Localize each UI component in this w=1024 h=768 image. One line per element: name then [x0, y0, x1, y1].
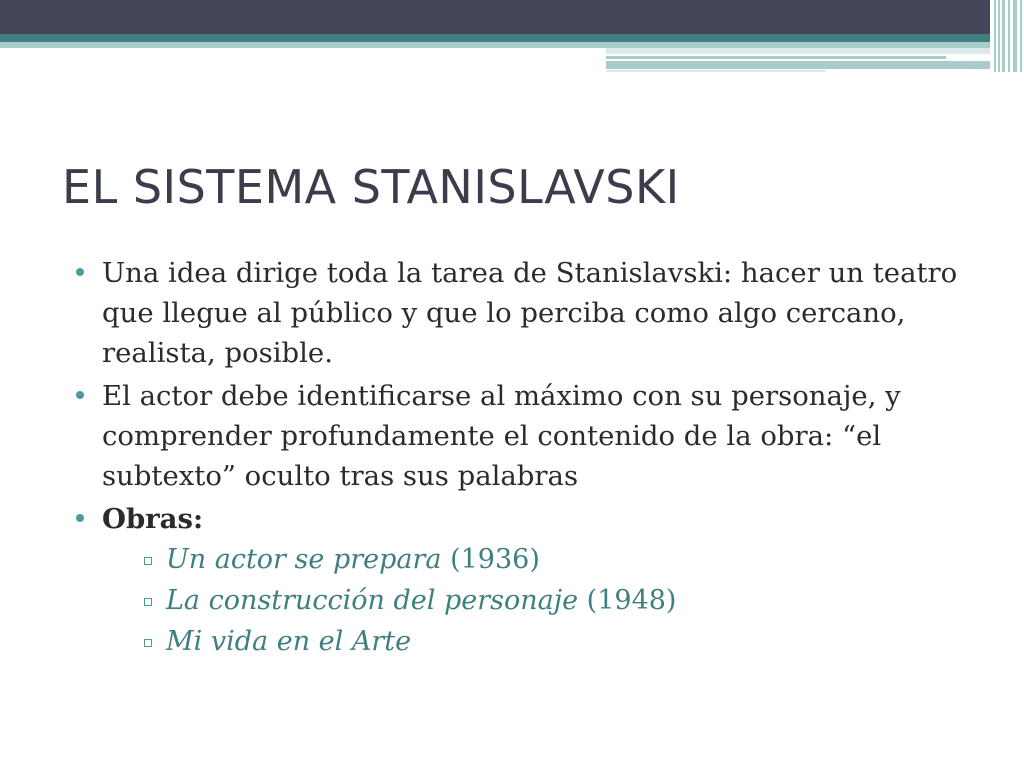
bullet-item	[70, 376, 970, 496]
works-list	[102, 539, 970, 662]
slide-title: EL SISTEMA STANISLAVSKI	[62, 160, 680, 214]
bullet-dot-icon	[76, 514, 84, 522]
work-item	[102, 621, 970, 662]
work-title: Un actor se prepara	[166, 544, 442, 575]
bullet-item	[70, 499, 970, 662]
square-bullet-icon	[144, 557, 152, 565]
work-item	[102, 580, 970, 621]
header-band-dark	[0, 0, 990, 34]
square-bullet-icon	[144, 598, 152, 606]
work-year: (1936)	[441, 544, 540, 575]
bullet-list	[70, 253, 970, 662]
work-title: La construcción del personaje	[166, 585, 579, 616]
work-title: Mi vida en el Arte	[166, 626, 412, 657]
work-year: (1948)	[578, 585, 677, 616]
bullet-dot-icon	[76, 391, 84, 399]
header-strip	[606, 56, 946, 59]
bullet-text: El actor debe identificarse al máximo con su personaje, y comprender profundamente el contenido de la obra: “el subtexto” oculto tras sus palabras	[102, 380, 901, 492]
slide-body	[70, 253, 970, 665]
header-strip	[606, 70, 826, 72]
header-band-teal	[0, 34, 990, 42]
bullet-item	[70, 253, 970, 373]
header-vertical-lines	[992, 0, 1024, 72]
square-bullet-icon	[144, 639, 152, 647]
bullet-text: Una idea dirige toda la tarea de Stanislavski: hacer un teatro que llegue al público y que lo perciba como algo cercano, realista, posible.	[102, 257, 958, 369]
bullet-dot-icon	[76, 268, 84, 276]
works-heading: Obras:	[102, 503, 204, 535]
work-item	[102, 539, 970, 580]
header-strip	[606, 61, 990, 69]
header-strip	[606, 48, 990, 54]
